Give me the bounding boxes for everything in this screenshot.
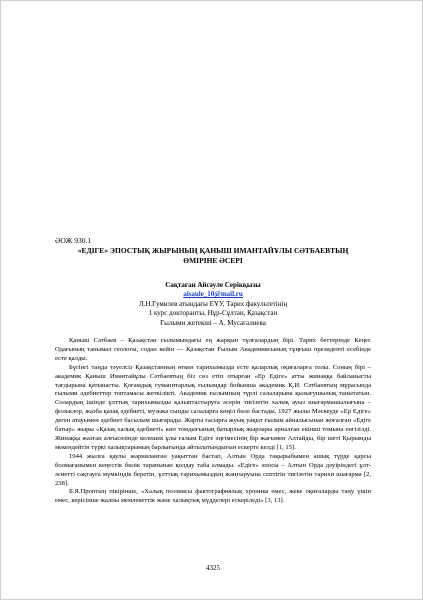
- author-supervisor: Ғылыми жетекші – А. Мусагалиева: [160, 318, 266, 327]
- author-email-link[interactable]: aisaule_10@mail.ru: [183, 290, 243, 299]
- page-number: 4325: [206, 564, 220, 572]
- body-paragraph: Б.Я.Проптың пікірінше, «Халық поэзиясы фактографиялық хроника емес, жеке оқиғаларды таңу үшін емес, керісінше жалпы мемлекеттік және халықтық мүдделері ескеріледі» [3, 13].: [55, 488, 371, 505]
- author-affiliation-2: 1 курс докторанты, Нұр-Сұлтан, Қазақстан: [148, 309, 278, 318]
- body-paragraph: Бүгінгі таңда тәуелсіз Қазақстанның өткен тарихымызда есте қаларлық оқиғаларға толы. Соның бірі – академик Қаныш Имантайұлы Сәтбаевтың біз сөз етіп отырған «Ер Едіге» атты жинаққа байланысты тағдырына қатынасты. Қоғамдық гуманитарлық ғылымдар бойынша академик Қ.И. Сәтбаевтың мұрасында ғылыми әдебиеттер топтамасы жеткілікті. Академик ғылымның түрлі салаларына қызығушылық танытатын. Солардың ішінде ұлттық тарихымызды қалыптастыруға әсерін тигізетін халық ауыз шығармашылығына – фольклор, жазба қазақ әдебиеті, музыка сынды салаларға көңіл бөле бастады. 1927 жылы Мәскеуде «Ер Едіге» деген атауымен әдебиет басылым шығарады. Жарты ғасырға жуық уақыт ғылым айналысынан жоғалған «Едіге батыр» жыры «Қазақ халық әдебиеті» көп томдығының батырлық жырлары арналған екінші томына енгізілді. Жинаққа жазған алғысөзінде келешек ұлы ғалым Едіге әңгімесінің бір жағымен Алтайды, бір шеті Қырымды мекендейтін түркі халықтарының барлығында айтылатындығын ескерте келді [1, 15].: [55, 363, 371, 451]
- title-line-1: «ЕДІГЕ» ЭПОСТЫҚ ЖЫРЫНЫҢ ҚАНЫШ ИМАНТАЙҰЛЫ СӘТБАЕВТЫҢ: [77, 246, 349, 255]
- author-affiliation-1: Л.Н.Гумилев атындағы ЕҰУ, Тарих факультетінің: [138, 299, 288, 308]
- udc-code: ӘОЖ 930.1: [55, 236, 92, 245]
- body-paragraph: 1944 жылға қаулы жарияланған уақыттан бастап, Алтын Орда тақырыбымен ашық түрде қарсы болмағанымен кеңестік билік тарапынан қолдау таба алмады. «Едіге» эпосы – Алтын Орда дәуіріндегі ұлт-әсиетті сақтауға мүмкіндік беретін, ұлттық тарихымыздың жаңғыруына септігін тигізетін тарихи шығарма [2, 238].: [55, 452, 371, 487]
- article-body: [55, 337, 371, 506]
- article-title: [55, 246, 371, 265]
- title-line-2: ӨМІРІНЕ ӘСЕРІ: [183, 255, 243, 265]
- author-block: [55, 281, 371, 328]
- author-name: Сақтаған Айсәуле Серікқызы: [165, 281, 261, 289]
- body-paragraph: Қаныш Сәтбаев – Қазақстан ғылымындағы ең жарқын тұлғалардың бірі. Тарих беттерінде Кеңес Одағының танымал геологы, содан кейін — Қазақстан Ғылым Академиясының тұңғыш президенті есебінде есте қалды.: [55, 337, 371, 362]
